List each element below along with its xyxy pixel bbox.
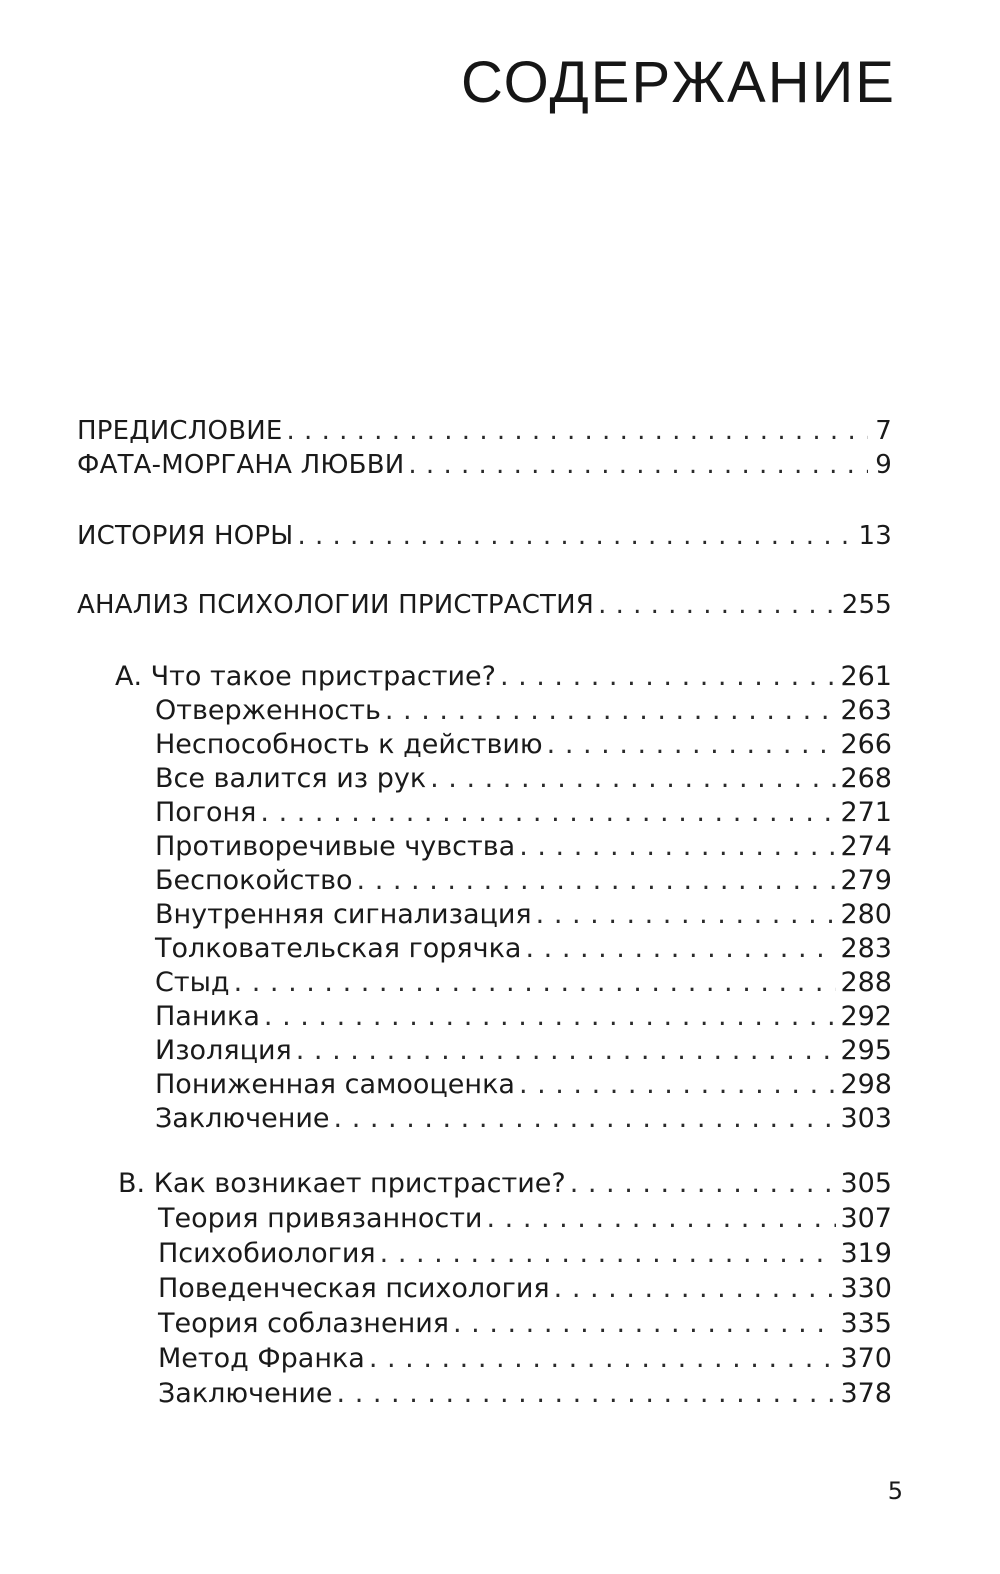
toc-entry-page: 378 — [840, 1378, 892, 1409]
toc-subentry[interactable] — [158, 1202, 892, 1236]
dot-leader — [334, 1102, 837, 1136]
dot-leader — [297, 519, 854, 553]
toc-subentry[interactable] — [155, 1102, 892, 1136]
toc-entry-page: 255 — [841, 590, 892, 620]
page-number: 5 — [887, 1477, 903, 1505]
dot-leader — [264, 1000, 837, 1034]
toc-entry-label: Теория привязанности — [158, 1203, 483, 1234]
toc-entry-page: 298 — [840, 1069, 892, 1100]
dot-leader — [430, 762, 836, 796]
toc-entry-page: 288 — [840, 967, 892, 998]
toc-entry-label: Противоречивые чувства — [155, 831, 516, 862]
toc-subentry[interactable] — [155, 1068, 892, 1102]
page-title: СОДЕРЖАНИЕ — [461, 50, 896, 115]
toc-subentry[interactable] — [158, 1307, 892, 1341]
dot-leader — [260, 796, 836, 830]
dot-leader — [234, 966, 837, 1000]
toc-entry-label: Внутренняя сигнализация — [155, 899, 532, 930]
toc-entry-page: 307 — [840, 1203, 892, 1234]
toc-entry-label: Психобиология — [158, 1238, 376, 1269]
dot-leader — [525, 932, 836, 966]
toc-subentry[interactable] — [158, 1237, 892, 1271]
toc-entry-label: Стыд — [155, 967, 230, 998]
toc-entry-page: 280 — [840, 899, 892, 930]
dot-leader — [337, 1377, 837, 1411]
toc-entry-label: Изоляция — [155, 1035, 292, 1066]
dot-leader — [453, 1307, 836, 1341]
toc-subentry[interactable] — [155, 762, 892, 796]
dot-leader — [500, 660, 837, 694]
toc-entry-label: ФАТА-МОРГАНА ЛЮБВИ — [77, 450, 405, 480]
toc-subentry[interactable] — [155, 932, 892, 966]
dot-leader — [519, 830, 836, 864]
toc-entry-page: 13 — [858, 521, 892, 551]
toc-entry-page: 330 — [840, 1273, 892, 1304]
toc-entry[interactable] — [77, 414, 892, 448]
toc-entry-page: 292 — [840, 1001, 892, 1032]
toc-entry-page: 271 — [840, 797, 892, 828]
toc-subentry[interactable] — [155, 1034, 892, 1068]
toc-subentry[interactable] — [158, 1342, 892, 1376]
toc-subentry[interactable] — [155, 864, 892, 898]
dot-leader — [369, 1342, 837, 1376]
toc-entry-label: Погоня — [155, 797, 257, 828]
toc-entry-page: 279 — [840, 865, 892, 896]
dot-leader — [486, 1202, 836, 1236]
toc-entry-page: 261 — [840, 661, 892, 692]
toc-entry-page: 303 — [840, 1103, 892, 1134]
dot-leader — [357, 864, 837, 898]
toc-entry-label: Поведенческая психология — [158, 1273, 550, 1304]
toc-entry-page: 7 — [875, 416, 892, 446]
toc-subentry[interactable] — [155, 898, 892, 932]
toc-entry-page: 268 — [840, 763, 892, 794]
toc-entry-label: Заключение — [158, 1378, 333, 1409]
toc-entry-label: Отверженность — [155, 695, 381, 726]
toc-entry-page: 370 — [840, 1343, 892, 1374]
toc-section-b[interactable] — [118, 1167, 892, 1201]
toc-entry-label: Все валится из рук — [155, 763, 427, 794]
toc-entry-label: Беспокойство — [155, 865, 353, 896]
dot-leader — [570, 1167, 837, 1201]
dot-leader — [408, 448, 868, 482]
toc-entry-label: А. Что такое пристрастие? — [115, 661, 496, 692]
toc-entry-label: АНАЛИЗ ПСИХОЛОГИИ ПРИСТРАСТИЯ — [77, 590, 595, 620]
toc-entry-page: 266 — [840, 729, 892, 760]
toc-subentry[interactable] — [155, 796, 892, 830]
toc-entry-label: Толковательская горячка — [155, 933, 522, 964]
toc-entry-label: Теория соблазнения — [158, 1308, 450, 1339]
toc-subentry[interactable] — [158, 1272, 892, 1306]
toc-subentry[interactable] — [155, 1000, 892, 1034]
toc-entry-label: ПРЕДИСЛОВИЕ — [77, 416, 283, 446]
dot-leader — [598, 588, 838, 622]
dot-leader — [296, 1034, 837, 1068]
toc-entry-page: 295 — [840, 1035, 892, 1066]
toc-entry-label: ИСТОРИЯ НОРЫ — [77, 521, 294, 551]
toc-entry[interactable] — [77, 588, 892, 622]
toc-subentry[interactable] — [158, 1377, 892, 1411]
dot-leader — [385, 694, 837, 728]
toc-entry-label: В. Как возникает пристрастие? — [118, 1168, 566, 1199]
toc-entry-label: Пониженная самооценка — [155, 1069, 515, 1100]
toc-entry-label: Метод Франка — [158, 1343, 365, 1374]
toc-entry-label: Заключение — [155, 1103, 330, 1134]
toc-entry-page: 319 — [840, 1238, 892, 1269]
dot-leader — [536, 898, 837, 932]
dot-leader — [547, 728, 837, 762]
dot-leader — [554, 1272, 837, 1306]
toc-subentry[interactable] — [155, 694, 892, 728]
toc-entry-page: 283 — [840, 933, 892, 964]
toc-entry-label: Неспособность к действию — [155, 729, 543, 760]
toc-entry-page: 263 — [840, 695, 892, 726]
toc-subentry[interactable] — [155, 966, 892, 1000]
dot-leader — [287, 414, 868, 448]
toc-entry-page: 335 — [840, 1308, 892, 1339]
toc-entry[interactable] — [77, 448, 892, 482]
toc-section-a[interactable] — [115, 660, 892, 694]
toc-entry-page: 9 — [875, 450, 892, 480]
toc-entry[interactable] — [77, 519, 892, 553]
toc-entry-page: 305 — [840, 1168, 892, 1199]
toc-entry-page: 274 — [840, 831, 892, 862]
dot-leader — [380, 1237, 837, 1271]
dot-leader — [519, 1068, 837, 1102]
toc-entry-label: Паника — [155, 1001, 260, 1032]
toc-subentry[interactable] — [155, 830, 892, 864]
toc-subentry[interactable] — [155, 728, 892, 762]
